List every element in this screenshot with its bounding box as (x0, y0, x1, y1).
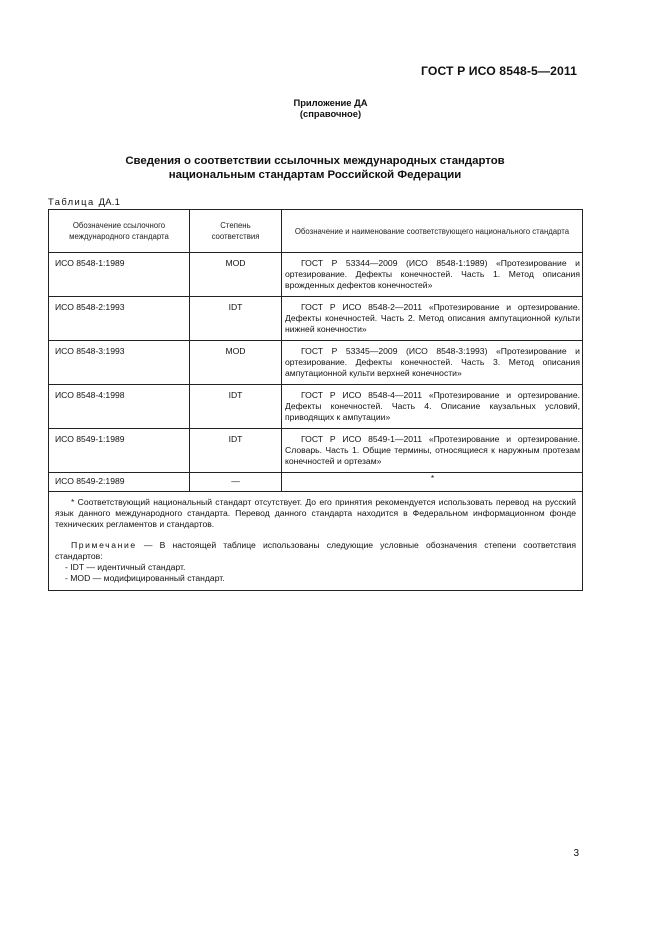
row-designation: ИСО 8549-1:1989 (49, 429, 190, 473)
section-heading (0, 155, 630, 182)
table-row (49, 429, 583, 473)
row-degree: IDT (190, 385, 282, 429)
row-degree: MOD (190, 341, 282, 385)
row-degree: IDT (190, 297, 282, 341)
row-designation: ИСО 8548-3:1993 (49, 341, 190, 385)
row-designation: ИСО 8548-1:1989 (49, 253, 190, 297)
column-header-designation: Обозначение ссылочного международного стандарта (49, 210, 190, 253)
table-row (49, 253, 583, 297)
row-national-standard-text: ГОСТ Р ИСО 8548-2—2011 «Протезирование и ортезирование. Дефекты конечностей. Часть 2. Метод описания ампутационной культи нижней конечности» (285, 302, 580, 335)
table-row (49, 385, 583, 429)
note-item: - IDT — идентичный стандарт. (65, 562, 186, 573)
row-national-standard: * (282, 473, 583, 492)
appendix-title: Приложение ДА (293, 97, 368, 108)
table-caption (48, 196, 120, 207)
table-caption-number: ДА.1 (98, 196, 121, 207)
row-degree: MOD (190, 253, 282, 297)
document-standard-code: ГОСТ Р ИСО 8548-5—2011 (421, 64, 577, 78)
table-notes-row (49, 492, 583, 591)
row-national-standard (282, 429, 583, 473)
table-caption-label: Таблица (48, 196, 95, 207)
note-item: - MOD — модифицированный стандарт. (65, 573, 225, 584)
row-national-standard-text: ГОСТ Р ИСО 8548-4—2011 «Протезирование и ортезирование. Дефекты конечностей. Часть 4. Описание каузальных условий, приводящих к ампутации» (285, 390, 580, 423)
row-degree: IDT (190, 429, 282, 473)
column-header-degree: Степень соответствия (190, 210, 282, 253)
row-national-standard (282, 253, 583, 297)
table-row (49, 297, 583, 341)
correspondence-table (48, 209, 583, 591)
table-notes-cell (49, 492, 583, 591)
table-row (49, 473, 583, 492)
row-national-standard (282, 341, 583, 385)
row-designation: ИСО 8549-2:1989 (49, 473, 190, 492)
row-national-standard-text: ГОСТ Р 53345—2009 (ИСО 8548-3:1993) «Протезирование и ортезирование. Дефекты конечностей. Часть 3. Метод описания ампутационной культи верхней конечности» (285, 346, 580, 379)
table-header-row (49, 210, 583, 253)
page-number: 3 (573, 848, 579, 859)
appendix-subtitle: (справочное) (299, 108, 362, 119)
appendix-heading (0, 97, 661, 119)
section-heading-line-2: национальным стандартам Российской Федерации (168, 168, 462, 181)
row-national-standard (282, 297, 583, 341)
row-national-standard-text: ГОСТ Р 53344—2009 (ИСО 8548-1:1989) «Протезирование и ортезирование. Дефекты конечностей. Часть 1. Метод описания врожденных дефектов конечностей» (285, 258, 580, 291)
section-heading-line-1: Сведения о соответствии ссылочных международных стандартов (125, 155, 505, 167)
table-footnote: * Соответствующий национальный стандарт отсутствует. До его принятия рекомендуется использовать перевод на русский язык данного международного стандарта. Перевод данного стандарта находится в Федеральном информационном фонде технических регламентов и стандартов. (55, 497, 576, 530)
note-text: — В настоящей таблице использованы следующие условные обозначения степени соответствия стандартов: (55, 539, 576, 561)
row-national-standard-text: ГОСТ Р ИСО 8549-1—2011 «Протезирование и ортезирование. Словарь. Часть 1. Общие термины, относящиеся к наружным протезам конечностей и ортезам» (285, 434, 580, 467)
note-label: Примечание (71, 539, 137, 550)
table-note (55, 540, 576, 562)
column-header-national-standard: Обозначение и наименование соответствующего национального стандарта (282, 210, 583, 253)
row-national-standard (282, 385, 583, 429)
table-row (49, 341, 583, 385)
row-designation: ИСО 8548-4:1998 (49, 385, 190, 429)
row-degree: — (190, 473, 282, 492)
row-designation: ИСО 8548-2:1993 (49, 297, 190, 341)
